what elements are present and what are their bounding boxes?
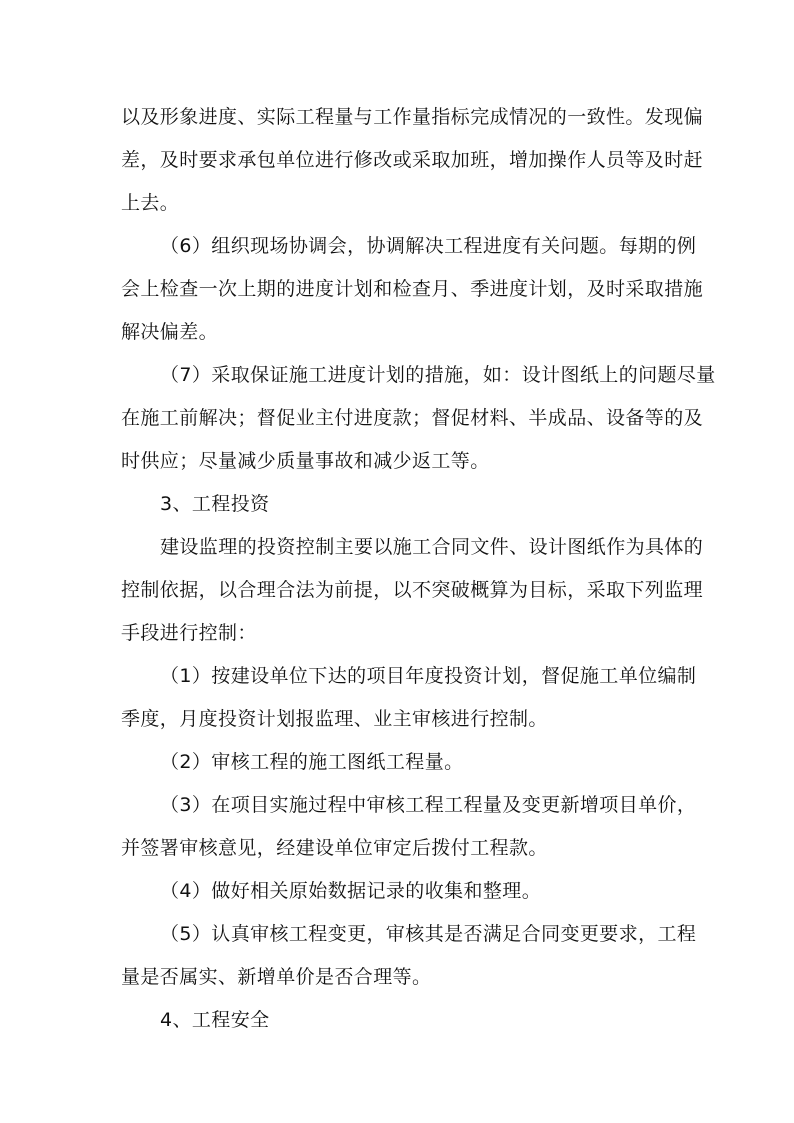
list-item-5-line: 量是否属实、新增单价是否合理等。 bbox=[121, 966, 432, 988]
paragraph-line: 以及形象进度、实际工程量与工作量指标完成情况的一致性。发现偏 bbox=[121, 106, 704, 128]
section-heading-safety: 4、工程安全 bbox=[160, 1009, 270, 1031]
paragraph-line: 控制依据，以合理合法为前提，以不突破概算为目标，采取下列监理 bbox=[121, 579, 704, 601]
paragraph-line: 手段进行控制： bbox=[121, 622, 257, 644]
list-item-4-line: （4）做好相关原始数据记录的收集和整理。 bbox=[160, 880, 542, 902]
paragraph-line: 上去。 bbox=[121, 192, 180, 214]
list-item-5-line: （5）认真审核工程变更，审核其是否满足合同变更要求，工程 bbox=[160, 923, 697, 945]
section-heading-investment: 3、工程投资 bbox=[160, 493, 270, 515]
list-item-2-line: （2）审核工程的施工图纸工程量。 bbox=[160, 751, 464, 773]
list-item-1-line: 季度，月度投资计划报监理、业主审核进行控制。 bbox=[121, 708, 548, 730]
list-item-7-line: 在施工前解决；督促业主付进度款；督促材料、半成品、设备等的及 bbox=[121, 407, 704, 429]
list-item-1-line: （1）按建设单位下达的项目年度投资计划，督促施工单位编制 bbox=[160, 665, 697, 687]
paragraph-line: 差，及时要求承包单位进行修改或采取加班，增加操作人员等及时赶 bbox=[121, 149, 704, 171]
paragraph-line: 建设监理的投资控制主要以施工合同文件、设计图纸作为具体的 bbox=[160, 536, 704, 558]
list-item-6-line: 解决偏差。 bbox=[121, 321, 219, 343]
list-item-7-line: （7）采取保证施工进度计划的措施，如：设计图纸上的问题尽量 bbox=[160, 364, 716, 386]
list-item-3-line: 并签署审核意见，经建设单位审定后拨付工程款。 bbox=[121, 837, 548, 859]
list-item-6-line: （6）组织现场协调会，协调解决工程进度有关问题。每期的例 bbox=[160, 235, 697, 257]
list-item-6-line: 会上检查一次上期的进度计划和检查月、季进度计划，及时采取措施 bbox=[121, 278, 704, 300]
list-item-3-line: （3）在项目实施过程中审核工程工程量及变更新增项目单价， bbox=[160, 794, 697, 816]
list-item-7-line: 时供应；尽量减少质量事故和减少返工等。 bbox=[121, 450, 490, 472]
